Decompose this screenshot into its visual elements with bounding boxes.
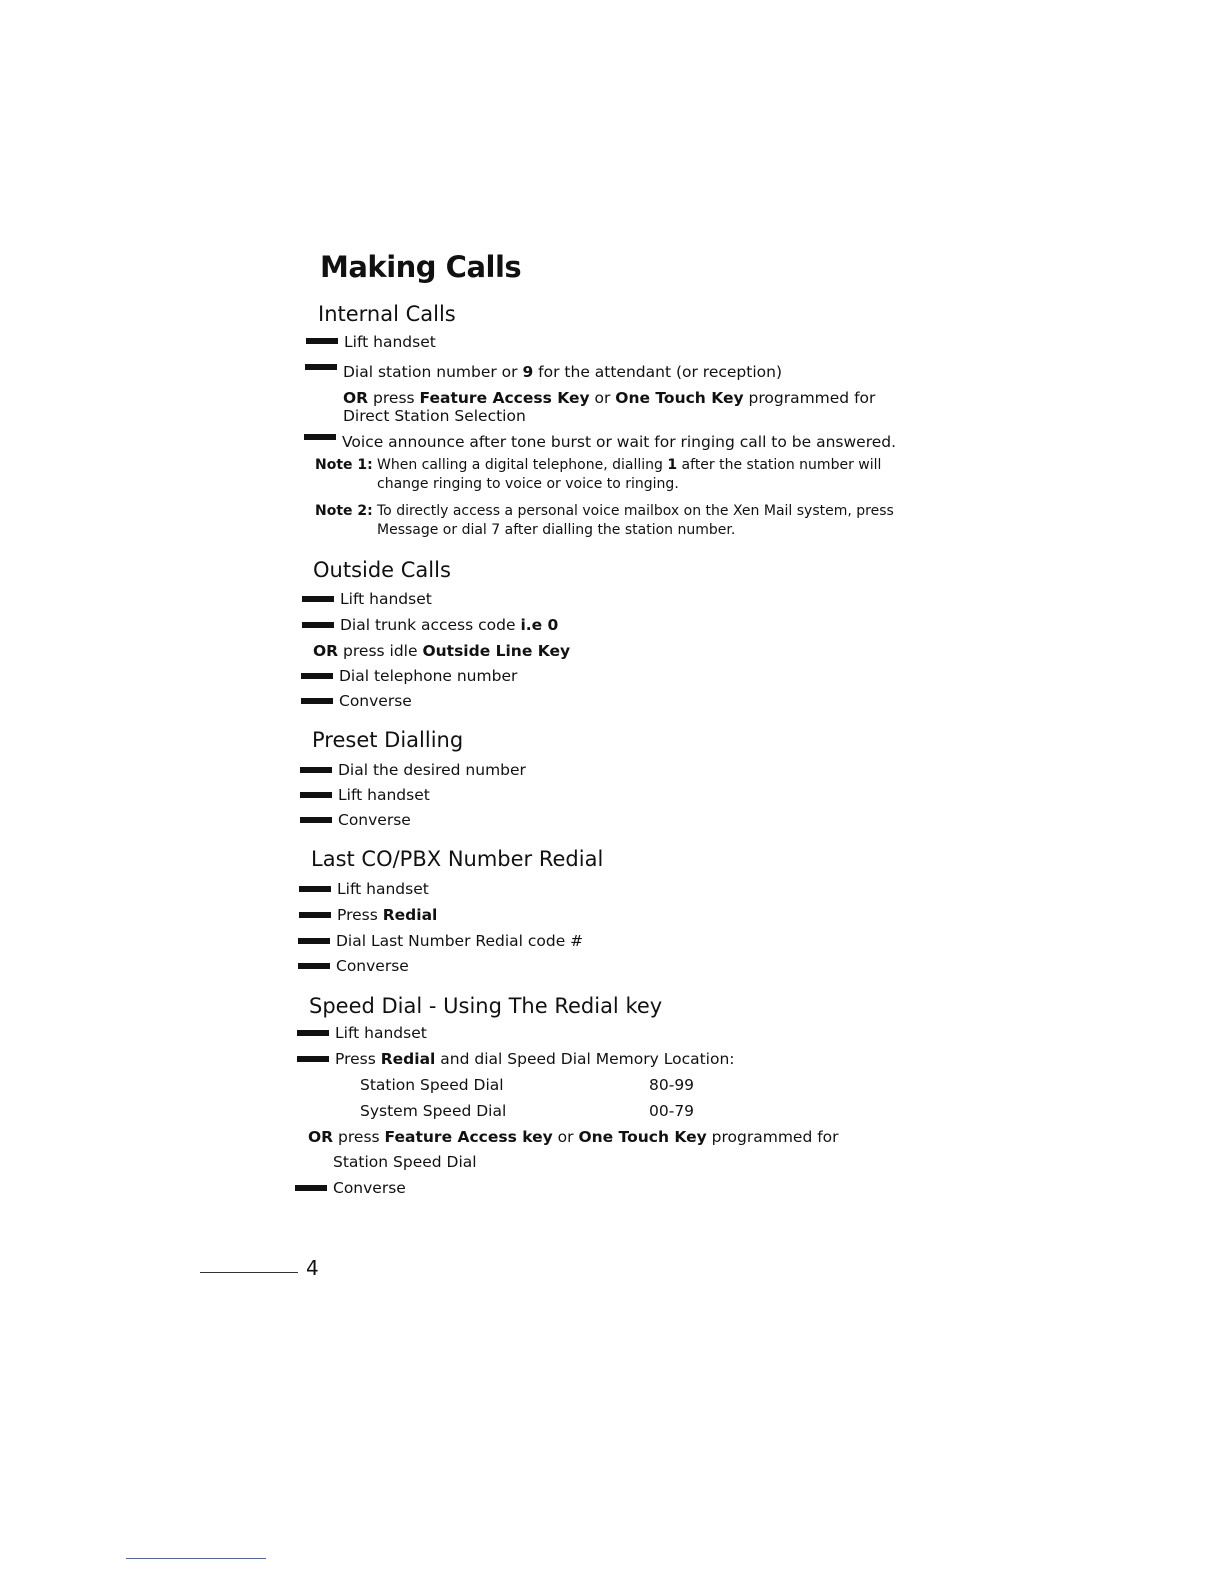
internal-calls-heading: Internal Calls <box>318 302 456 326</box>
internal-step-lift: Lift handset <box>344 333 436 351</box>
outside-step-converse: Converse <box>339 692 412 710</box>
outside-or-line: OR press idle Outside Line Key <box>313 642 571 660</box>
internal-or-line-2: Direct Station Selection <box>343 407 526 425</box>
internal-step-dial: Dial station number or 9 for the attendant (or reception) <box>343 363 782 381</box>
note-1: Note 1: When calling a digital telephone, dialling 1 after the station number will change ringing to voice or voice to ringing. <box>315 457 882 492</box>
step-bullet <box>304 434 336 440</box>
outside-calls-heading: Outside Calls <box>313 558 451 582</box>
last-step-redial: Press Redial <box>337 906 438 924</box>
speed-row-value: 80-99 <box>649 1076 695 1094</box>
step-bullet <box>302 596 334 602</box>
last-step-lift: Lift handset <box>337 880 429 898</box>
step-bullet <box>297 1056 329 1062</box>
speed-or-line-2: Station Speed Dial <box>333 1153 477 1171</box>
step-bullet <box>298 963 330 969</box>
speed-row-label: System Speed Dial <box>360 1102 507 1120</box>
step-bullet <box>298 938 330 944</box>
step-bullet <box>305 364 337 370</box>
page-number: 4 <box>306 1256 319 1280</box>
last-step-dial-code: Dial Last Number Redial code # <box>336 932 584 950</box>
step-bullet <box>306 338 338 344</box>
bottom-rule <box>126 1558 266 1559</box>
step-bullet <box>297 1030 329 1036</box>
speed-dial-heading: Speed Dial - Using The Redial key <box>309 994 663 1018</box>
preset-step-converse: Converse <box>338 811 411 829</box>
page-title: Making Calls <box>320 250 522 284</box>
preset-step-lift: Lift handset <box>338 786 430 804</box>
last-step-converse: Converse <box>336 957 409 975</box>
step-bullet <box>302 622 334 628</box>
step-bullet <box>300 767 332 773</box>
speed-or-line: OR press Feature Access key or One Touch Key programmed for <box>308 1128 839 1146</box>
step-bullet <box>300 792 332 798</box>
outside-step-lift: Lift handset <box>340 590 432 608</box>
speed-row-value: 00-79 <box>649 1102 695 1120</box>
preset-dialling-heading: Preset Dialling <box>312 728 464 752</box>
speed-step-converse: Converse <box>333 1179 406 1197</box>
step-bullet <box>295 1185 327 1191</box>
step-bullet <box>300 817 332 823</box>
last-number-redial-heading: Last CO/PBX Number Redial <box>311 847 604 871</box>
footer-rule <box>200 1272 298 1273</box>
internal-or-line: OR press Feature Access Key or One Touch Key programmed for <box>343 389 876 407</box>
outside-step-dial: Dial trunk access code i.e 0 <box>340 616 559 634</box>
note-2: Note 2: To directly access a personal voice mailbox on the Xen Mail system, press Message or dial 7 after dialling the station number. <box>315 503 894 538</box>
step-bullet <box>301 698 333 704</box>
speed-step-lift: Lift handset <box>335 1024 427 1042</box>
outside-step-dial-number: Dial telephone number <box>339 667 518 685</box>
speed-row-label: Station Speed Dial <box>360 1076 504 1094</box>
preset-step-dial: Dial the desired number <box>338 761 526 779</box>
step-bullet <box>299 912 331 918</box>
speed-step-redial: Press Redial and dial Speed Dial Memory Location: <box>335 1050 735 1068</box>
internal-step-announce: Voice announce after tone burst or wait for ringing call to be answered. <box>342 433 897 451</box>
step-bullet <box>299 886 331 892</box>
step-bullet <box>301 673 333 679</box>
